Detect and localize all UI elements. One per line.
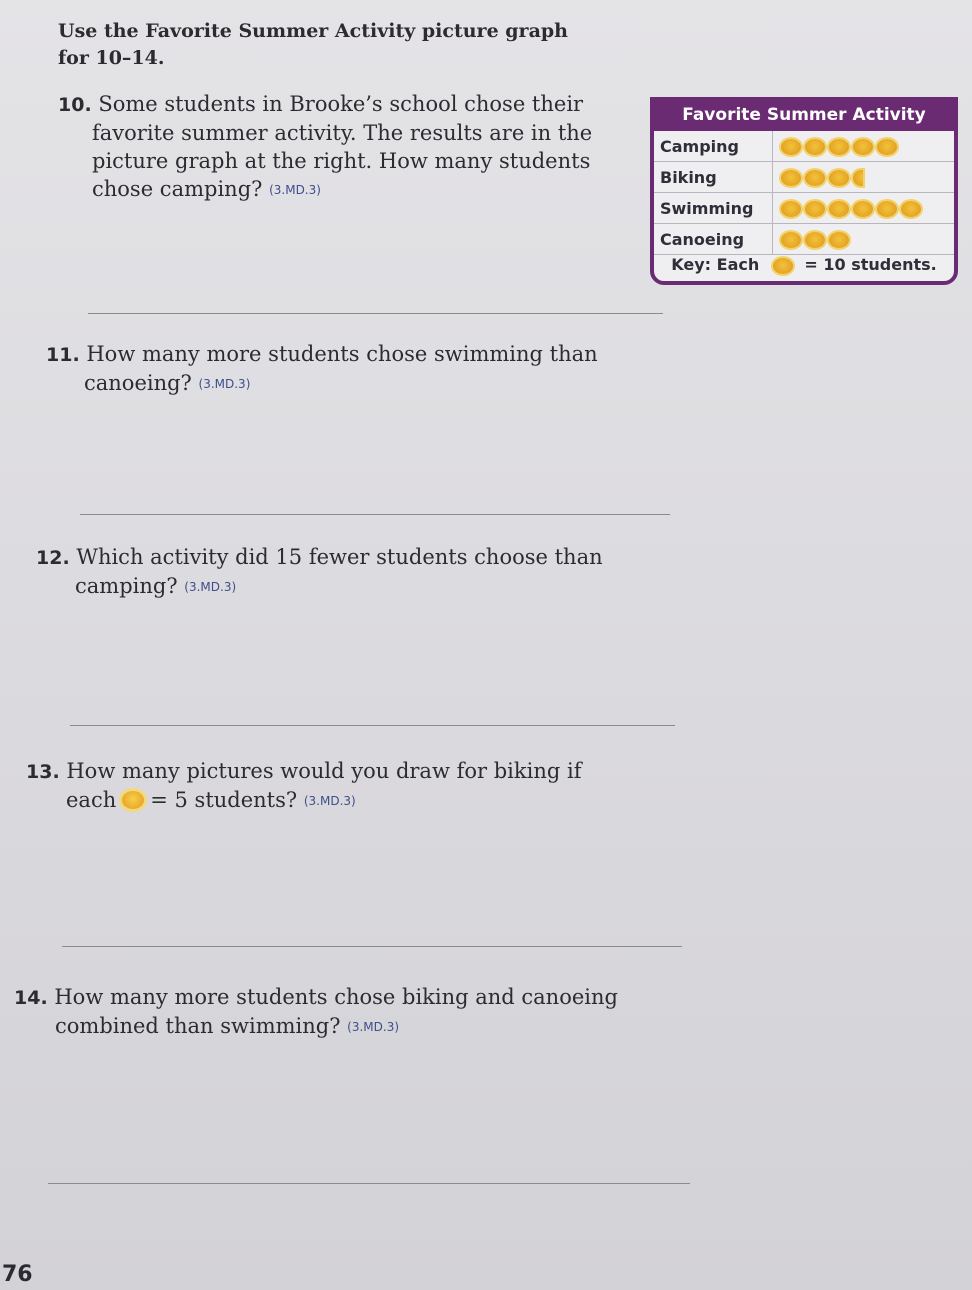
sun-icon bbox=[781, 201, 801, 217]
sun-icon bbox=[901, 201, 921, 217]
question-13 bbox=[26, 757, 646, 815]
graph-key bbox=[654, 251, 954, 279]
answer-line-13[interactable] bbox=[62, 946, 682, 947]
question-11 bbox=[46, 340, 626, 398]
question-text: favorite summer activity. The results are in the bbox=[92, 121, 593, 145]
sun-icon bbox=[877, 201, 897, 217]
graph-table bbox=[654, 131, 954, 255]
question-number: 12. bbox=[36, 547, 70, 569]
question-10 bbox=[58, 90, 618, 204]
answer-line-11[interactable] bbox=[80, 514, 670, 515]
standard-code: (3.MD.3) bbox=[269, 183, 321, 197]
question-12 bbox=[36, 543, 636, 601]
sun-icon bbox=[853, 201, 873, 217]
sun-icon bbox=[829, 201, 849, 217]
question-text: each bbox=[66, 788, 117, 812]
sun-icon bbox=[853, 139, 873, 155]
instructions-line-1: Use the Favorite Summer Activity picture graph bbox=[58, 20, 568, 42]
question-text: How many more students chose swimming than bbox=[86, 342, 598, 366]
key-suffix: = 10 students. bbox=[804, 255, 937, 274]
half-sun-icon bbox=[853, 170, 863, 186]
graph-title: Favorite Summer Activity bbox=[654, 99, 954, 131]
answer-line-10[interactable] bbox=[88, 313, 663, 314]
graph-row-biking bbox=[654, 162, 954, 193]
question-number: 14. bbox=[14, 987, 48, 1009]
picture-graph bbox=[650, 97, 958, 285]
sun-icon bbox=[805, 201, 825, 217]
activity-label: Canoeing bbox=[654, 224, 773, 255]
sun-icon bbox=[829, 139, 849, 155]
question-text: chose camping? bbox=[92, 177, 263, 201]
question-number: 11. bbox=[46, 344, 80, 366]
standard-code: (3.MD.3) bbox=[198, 377, 251, 391]
question-text: combined than swimming? bbox=[55, 1014, 341, 1038]
answer-line-14[interactable] bbox=[48, 1183, 690, 1184]
graph-row-canoeing bbox=[654, 224, 954, 255]
question-number: 10. bbox=[58, 94, 92, 116]
picture-cell bbox=[773, 131, 955, 162]
sun-icon bbox=[805, 170, 825, 186]
question-text: = 5 students? bbox=[150, 788, 298, 812]
sun-icon bbox=[781, 139, 801, 155]
key-prefix: Key: Each bbox=[671, 255, 760, 274]
sun-icon bbox=[805, 232, 825, 248]
activity-label: Biking bbox=[654, 162, 773, 193]
picture-cell bbox=[773, 162, 955, 193]
standard-code: (3.MD.3) bbox=[303, 794, 356, 808]
sun-icon bbox=[877, 139, 897, 155]
activity-label: Camping bbox=[654, 131, 773, 162]
question-text: camping? bbox=[75, 574, 178, 598]
sun-icon bbox=[781, 232, 801, 248]
picture-cell bbox=[773, 193, 955, 224]
question-text: Which activity did 15 fewer students choose than bbox=[76, 545, 603, 569]
answer-line-12[interactable] bbox=[70, 725, 675, 726]
instructions bbox=[58, 18, 598, 72]
graph-row-camping bbox=[654, 131, 954, 162]
sun-icon bbox=[122, 791, 144, 809]
standard-code: (3.MD.3) bbox=[184, 580, 237, 594]
question-text: How many more students chose biking and canoeing bbox=[54, 985, 618, 1009]
instructions-line-2: for 10–14. bbox=[58, 47, 165, 69]
question-text: picture graph at the right. How many students bbox=[92, 149, 591, 173]
sun-icon bbox=[829, 232, 849, 248]
question-text: canoeing? bbox=[84, 371, 192, 395]
question-number: 13. bbox=[26, 761, 60, 783]
question-text: How many pictures would you draw for biking if bbox=[66, 759, 582, 783]
standard-code: (3.MD.3) bbox=[347, 1020, 400, 1034]
graph-row-swimming bbox=[654, 193, 954, 224]
picture-cell bbox=[773, 224, 955, 255]
sun-icon bbox=[781, 170, 801, 186]
question-text: Some students in Brooke’s school chose their bbox=[98, 92, 584, 116]
sun-icon bbox=[805, 139, 825, 155]
sun-icon bbox=[829, 170, 849, 186]
question-14 bbox=[14, 983, 674, 1041]
sun-icon bbox=[773, 258, 793, 274]
page-number: 76 bbox=[2, 1262, 33, 1287]
activity-label: Swimming bbox=[654, 193, 773, 224]
